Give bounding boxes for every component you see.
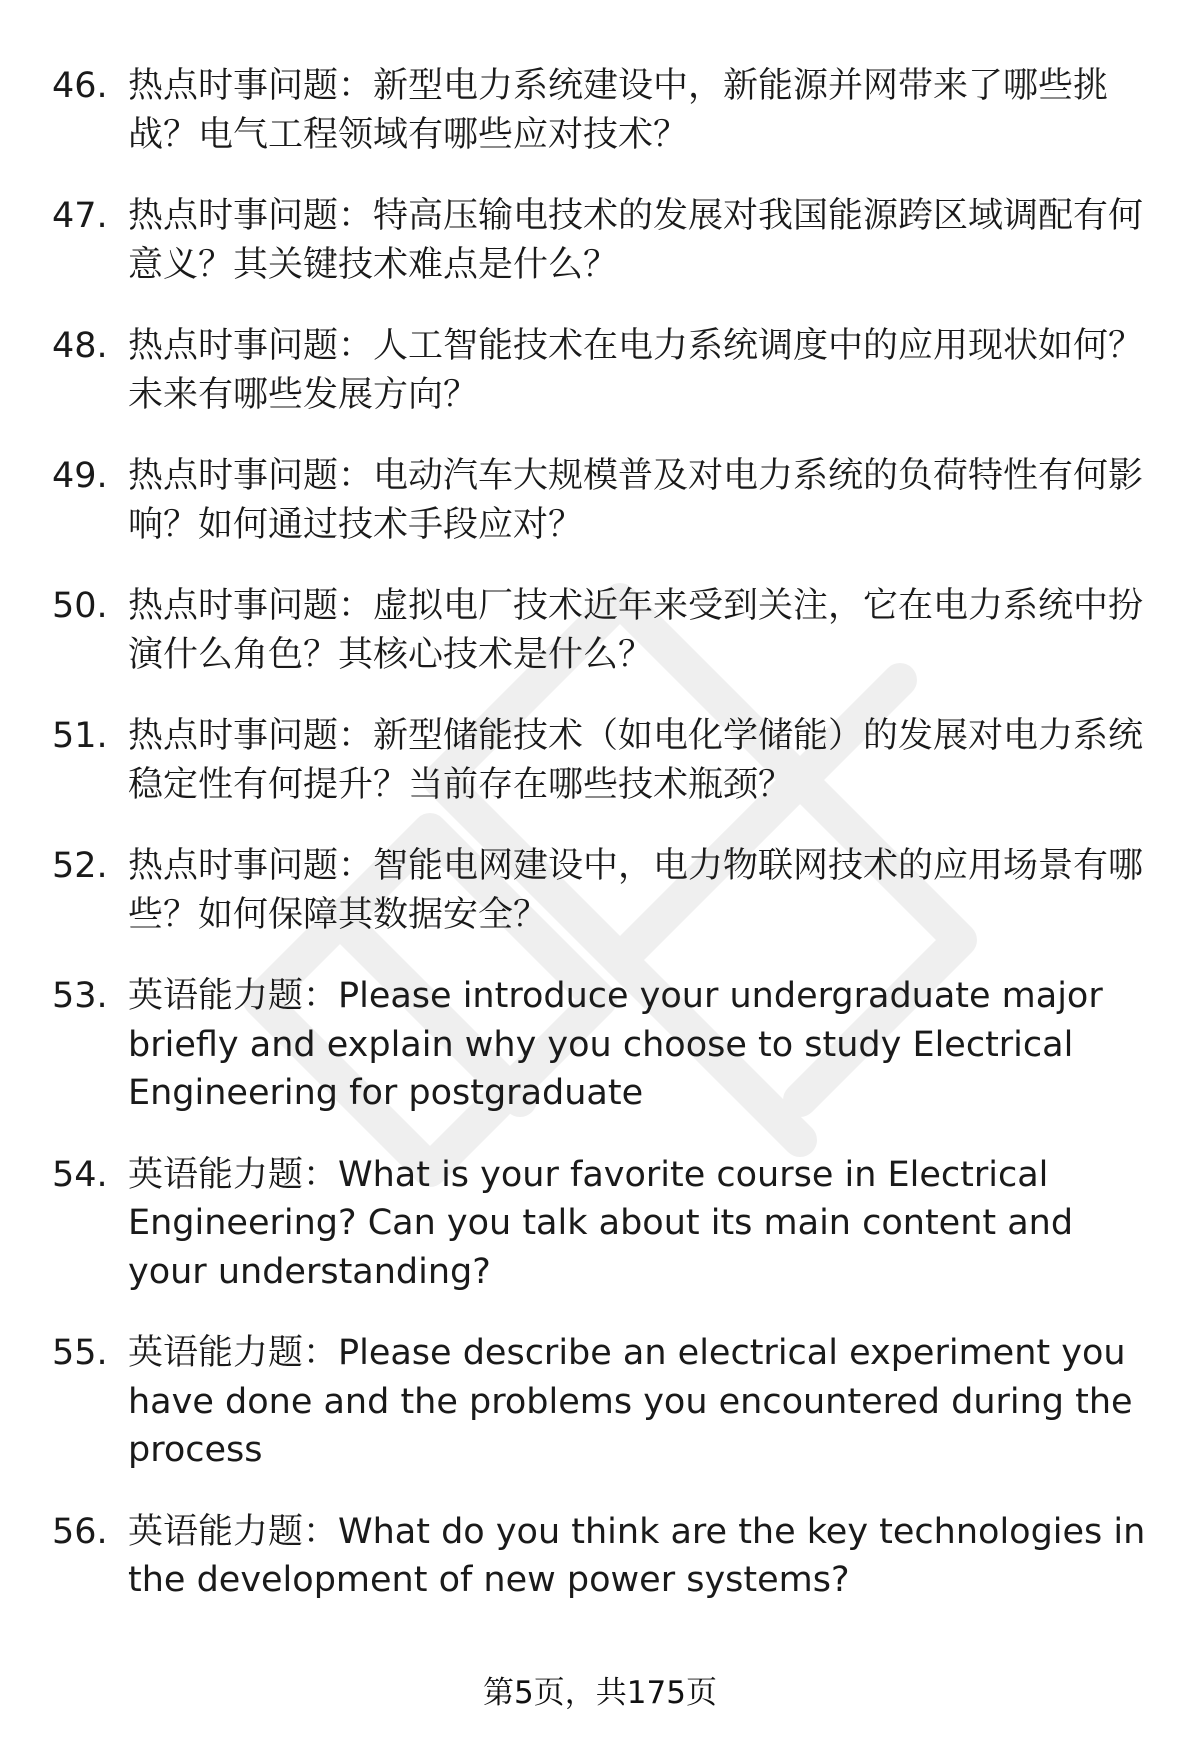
question-list xyxy=(52,62,1152,1638)
list-item xyxy=(52,1329,1152,1475)
list-item xyxy=(52,192,1152,289)
list-item xyxy=(52,712,1152,809)
list-item xyxy=(52,842,1152,939)
question-text: 英语能力题：Please introduce your undergraduate major briefly and explain why you choose to study Electrical Engineering for postgraduate xyxy=(128,976,1103,1113)
question-number: 51. xyxy=(52,716,108,756)
question-number: 50. xyxy=(52,586,108,626)
question-number: 46. xyxy=(52,66,108,106)
question-number: 47. xyxy=(52,196,108,236)
list-item xyxy=(52,452,1152,549)
page-footer xyxy=(0,1673,1200,1713)
page-number-label: 第5页，共175页 xyxy=(483,1675,717,1711)
question-text: 热点时事问题：电动汽车大规模普及对电力系统的负荷特性有何影响？如何通过技术手段应对？ xyxy=(128,456,1144,545)
question-number: 49. xyxy=(52,456,108,496)
list-item xyxy=(52,62,1152,159)
question-text: 热点时事问题：智能电网建设中，电力物联网技术的应用场景有哪些？如何保障其数据安全？ xyxy=(128,846,1144,935)
question-number: 53. xyxy=(52,976,108,1016)
question-number: 52. xyxy=(52,846,108,886)
question-number: 54. xyxy=(52,1154,108,1195)
question-number: 56. xyxy=(52,1511,108,1552)
list-item xyxy=(52,322,1152,419)
question-text: 英语能力题：What do you think are the key technologies in the development of new power systems? xyxy=(128,1511,1146,1600)
question-number: 55. xyxy=(52,1333,108,1373)
question-number: 48. xyxy=(52,326,108,366)
question-text: 热点时事问题：人工智能技术在电力系统调度中的应用现状如何？未来有哪些发展方向？ xyxy=(128,326,1144,415)
list-item xyxy=(52,972,1152,1118)
question-text: 热点时事问题：虚拟电厂技术近年来受到关注，它在电力系统中扮演什么角色？其核心技术是什么？ xyxy=(128,586,1144,675)
question-text: 英语能力题：Please describe an electrical experiment you have done and the problems you encountered during the process xyxy=(128,1333,1133,1470)
question-text: 英语能力题：What is your favorite course in Electrical Engineering? Can you talk about its main content and your understanding? xyxy=(128,1154,1074,1292)
list-item xyxy=(52,1151,1152,1297)
question-text: 热点时事问题：特高压输电技术的发展对我国能源跨区域调配有何意义？其关键技术难点是什么？ xyxy=(128,196,1144,285)
question-text: 热点时事问题：新型电力系统建设中，新能源并网带来了哪些挑战？电气工程领域有哪些应对技术？ xyxy=(128,66,1109,155)
list-item xyxy=(52,582,1152,679)
question-text: 热点时事问题：新型储能技术（如电化学储能）的发展对电力系统稳定性有何提升？当前存在哪些技术瓶颈？ xyxy=(128,716,1144,805)
list-item xyxy=(52,1508,1152,1605)
